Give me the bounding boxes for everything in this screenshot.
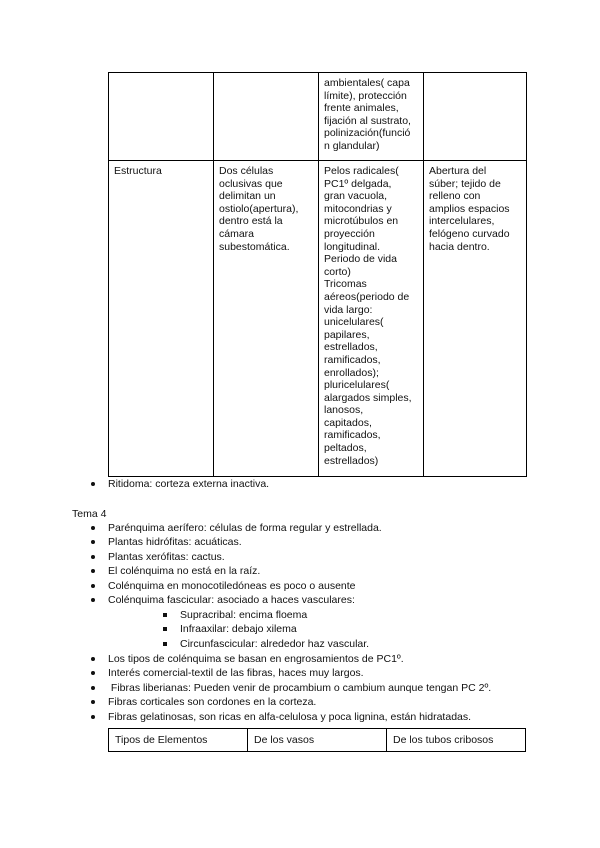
cell-line: frente animales, bbox=[324, 102, 399, 115]
cell-line: microtúbulos en bbox=[324, 215, 399, 228]
table-header-cell: De los tubos cribosos bbox=[387, 729, 526, 752]
ritidoma-list bbox=[108, 477, 269, 491]
cell-line: capitados, bbox=[324, 416, 372, 429]
list-item bbox=[108, 593, 382, 607]
cell-line: hacia dentro. bbox=[429, 240, 490, 253]
cell-line: ambientales( capa bbox=[324, 77, 410, 89]
cell-line: Tricomas bbox=[324, 278, 367, 291]
list-item bbox=[108, 550, 382, 564]
list-item bbox=[108, 521, 382, 535]
list-item bbox=[108, 710, 491, 724]
cell-line: límite), protección bbox=[324, 89, 407, 102]
list-item-text: Fibras liberianas: Pueden venir de procambium o cambium aunque tengan PC 2º. bbox=[108, 681, 492, 694]
list-item-text: Plantas xerófitas: cactus. bbox=[108, 550, 225, 563]
cell-line: longitudinal. bbox=[324, 240, 381, 253]
cell-line: ramificados, bbox=[324, 429, 381, 442]
cell-line: mitocondrias y bbox=[324, 202, 392, 215]
bullet-dot-icon bbox=[91, 598, 95, 602]
table-cell bbox=[214, 73, 319, 161]
list-item bbox=[108, 666, 491, 680]
bullet-square-icon bbox=[163, 642, 167, 646]
bullet-dot-icon bbox=[91, 569, 95, 573]
cell-line: subestomática. bbox=[219, 240, 290, 253]
list-item-text: Los tipos de colénquima se basan en engrosamientos de PC1º. bbox=[108, 653, 404, 665]
table-cell-structure-label bbox=[109, 161, 214, 477]
bullet-dot-icon bbox=[91, 700, 95, 704]
cell-line: estrellados) bbox=[324, 454, 379, 467]
cell-line: súber; tejido de bbox=[429, 177, 501, 190]
cell-line: fijación al sustrato, bbox=[324, 114, 411, 127]
cell-line: lanosos, bbox=[324, 404, 364, 417]
table-cell bbox=[424, 161, 527, 477]
list-item-text: Parénquima aerífero: células de forma regular y estrellada. bbox=[108, 522, 382, 534]
elements-table bbox=[108, 728, 526, 752]
table-header-cell: De los vasos bbox=[248, 729, 387, 752]
list-item-text: Plantas hidrófitas: acuáticas. bbox=[108, 536, 242, 549]
bullet-dot-icon bbox=[91, 584, 95, 588]
bullet-dot-icon bbox=[91, 657, 95, 661]
cell-line: intercelulares, bbox=[429, 215, 495, 228]
bullet-dot-icon bbox=[91, 482, 95, 486]
cell-line: Periodo de vida bbox=[324, 253, 397, 266]
tema4-bullet-list bbox=[108, 521, 382, 607]
list-item-text: Supracribal: encima floema bbox=[180, 609, 308, 621]
list-item-text: Infraaxilar: debajo xilema bbox=[180, 623, 297, 636]
cell-line: Dos células bbox=[219, 165, 274, 177]
cell-line: vida largo: bbox=[324, 303, 373, 316]
cell-line: amplios espacios bbox=[429, 202, 510, 215]
cell-line: proyección bbox=[324, 227, 375, 240]
list-item bbox=[108, 695, 491, 709]
cell-line: peltados, bbox=[324, 442, 367, 455]
sub-list-item bbox=[180, 622, 369, 636]
list-item bbox=[108, 564, 382, 578]
list-item-text: Ritidoma: corteza externa inactiva. bbox=[108, 478, 270, 490]
bullet-square-icon bbox=[163, 613, 167, 617]
list-item-text: Fibras gelatinosas, son ricas en alfa-celulosa y poca lignina, están hidratadas. bbox=[108, 710, 472, 723]
fibras-bullet-list bbox=[108, 652, 491, 724]
table-cell bbox=[424, 73, 527, 161]
cell-line: unicelulares( bbox=[324, 316, 384, 329]
list-item-text: Fibras corticales son cordones en la corteza. bbox=[108, 696, 317, 709]
list-item-text: Colénquima fascicular: asociado a haces vasculares: bbox=[108, 593, 355, 606]
section-heading: Tema 4 bbox=[72, 508, 107, 520]
list-item bbox=[108, 652, 491, 666]
cell-line: Estructura bbox=[114, 165, 162, 177]
table-header-row bbox=[109, 729, 526, 752]
cell-line: relleno con bbox=[429, 190, 481, 203]
cell-line: Abertura del bbox=[429, 165, 487, 177]
table-cell bbox=[319, 73, 424, 161]
table-header-cell: Tipos de Elementos bbox=[109, 729, 248, 752]
list-item-text: El colénquima no está en la raíz. bbox=[108, 565, 261, 578]
cell-line: dentro está la bbox=[219, 215, 283, 228]
bullet-dot-icon bbox=[91, 671, 95, 675]
cell-line: oclusivas que bbox=[219, 177, 283, 190]
cell-line: corto) bbox=[324, 265, 351, 278]
cell-line: papilares, bbox=[324, 328, 370, 341]
cell-line: delimitan un bbox=[219, 190, 276, 203]
bullet-dot-icon bbox=[91, 526, 95, 530]
cell-line: estrellados, bbox=[324, 341, 378, 354]
table-cell bbox=[319, 161, 424, 477]
cell-line: Pelos radicales( bbox=[324, 165, 399, 177]
table-cell bbox=[109, 73, 214, 161]
list-item-text: Circunfascicular: alrededor haz vascular. bbox=[180, 637, 370, 650]
cell-line: alargados simples, bbox=[324, 391, 412, 404]
list-item bbox=[108, 477, 269, 491]
tissue-table bbox=[108, 72, 527, 477]
cell-line: cámara bbox=[219, 227, 255, 240]
cell-line: PC1º delgada, bbox=[324, 177, 392, 190]
bullet-dot-icon bbox=[91, 540, 95, 544]
list-item-text: Interés comercial-textil de las fibras, haces muy largos. bbox=[108, 667, 364, 680]
list-item bbox=[108, 681, 491, 695]
list-item-text: Colénquima en monocotiledóneas es poco o ausente bbox=[108, 579, 356, 592]
cell-line: pluricelulares( bbox=[324, 379, 390, 392]
bullet-dot-icon bbox=[91, 715, 95, 719]
list-item bbox=[108, 535, 382, 549]
bullet-dot-icon bbox=[91, 555, 95, 559]
bullet-square-icon bbox=[163, 627, 167, 631]
cell-line: felógeno curvado bbox=[429, 227, 510, 240]
cell-line: ostiolo(apertura), bbox=[219, 202, 299, 215]
cell-line: enrollados); bbox=[324, 366, 379, 379]
table-row bbox=[109, 161, 527, 477]
cell-line: polinización(funció bbox=[324, 127, 411, 140]
cell-line: n glandular) bbox=[324, 139, 380, 152]
sub-list-item bbox=[180, 637, 369, 651]
cell-line: aéreos(periodo de bbox=[324, 290, 410, 303]
fascicular-sub-list bbox=[180, 608, 369, 651]
table-row bbox=[109, 73, 527, 161]
cell-line: gran vacuola, bbox=[324, 190, 388, 203]
list-item bbox=[108, 579, 382, 593]
sub-list-item bbox=[180, 608, 369, 622]
table-cell bbox=[214, 161, 319, 477]
bullet-dot-icon bbox=[91, 686, 95, 690]
cell-line: ramificados, bbox=[324, 353, 381, 366]
